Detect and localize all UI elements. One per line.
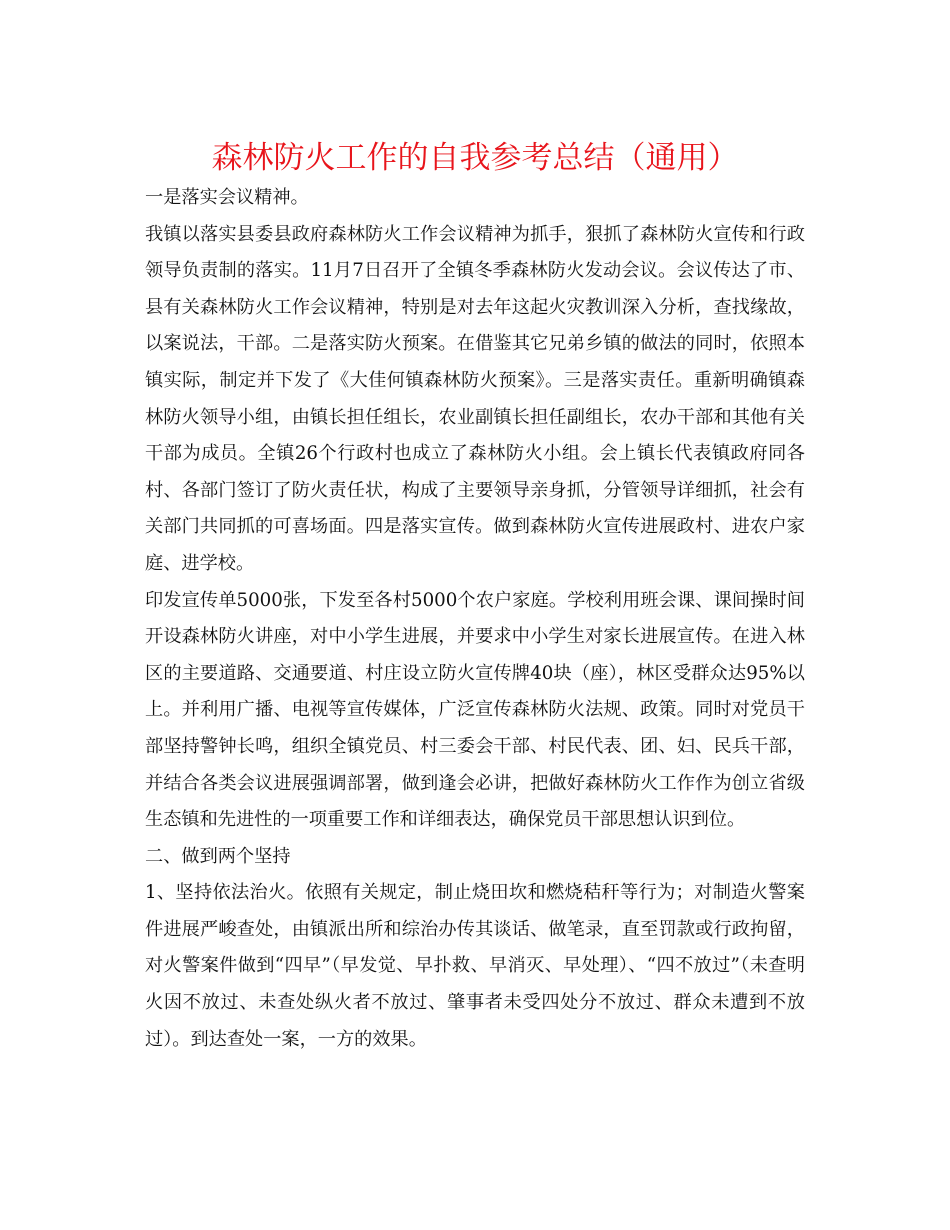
paragraph-publicity: 印发宣传单5000张，下发至各村5000个农户家庭。学校利用班会课、课间操时间开设森林防火讲座，对中小学生进展，并要求中小学生对家长进展宣传。在进入林区的主要道路、交通要道、村庄设立防火宣传牌40块（座），林区受群众达95%以上。并利用广播、电视等宣传媒体，广泛宣传森林防火法规、政策。同时对党员干部坚持警钟长鸣，组织全镇党员、村三委会干部、村民代表、团、妇、民兵干部，并结合各类会议进展强调部署，做到逢会必讲，把做好森林防火工作作为创立省级生态镇和先进性的一项重要工作和详细表达，确保党员干部思想认识到位。 [145,589,805,831]
paragraph-implementation: 我镇以落实县委县政府森林防火工作会议精神为抓手，狠抓了森林防火宣传和行政领导负责制的落实。11月7日召开了全镇冬季森林防火发动会议。会议传达了市、县有关森林防火工作会议精神，特别是对去年这起火灾教训深入分析，查找缘故，以案说法，干部。二是落实防火预案。在借鉴其它兄弟乡镇的做法的同时，依照本镇实际，制定并下发了《大佳何镇森林防火预案》。三是落实责任。重新明确镇森林防火领导小组，由镇长担任组长，农业副镇长担任副组长，农办干部和其他有关干部为成员。全镇26个行政村也成立了森林防火小组。会上镇长代表镇政府同各村、各部门签订了防火责任状，构成了主要领导亲身抓，分管领导详细抓，社会有关部门共同抓的可喜场面。四是落实宣传。做到森林防火宣传进展政村、进农户家庭、进学校。 [145,223,805,574]
section-heading-two-adherences: 二、做到两个坚持 [145,845,291,867]
paragraph-law-based-fire-control: 1、坚持依法治火。依照有关规定，制止烧田坎和燃烧秸秆等行为；对制造火警案件进展严峻查处，由镇派出所和综治办传其谈话、做笔录，直至罚款或行政拘留，对火警案件做到“四早”（早发觉、早扑救、早消灭、早处理）、“四不放过”（未查明火因不放过、未查处纵火者不放过、肇事者未受四处分不放过、群众未遭到不放过）。到达查处一案，一方的效果。 [145,882,805,1050]
document-body [145,180,805,1058]
document-title: 森林防火工作的自我参考总结（通用） [211,140,739,176]
paragraph-meeting-spirit: 一是落实会议精神。 [145,187,309,208]
